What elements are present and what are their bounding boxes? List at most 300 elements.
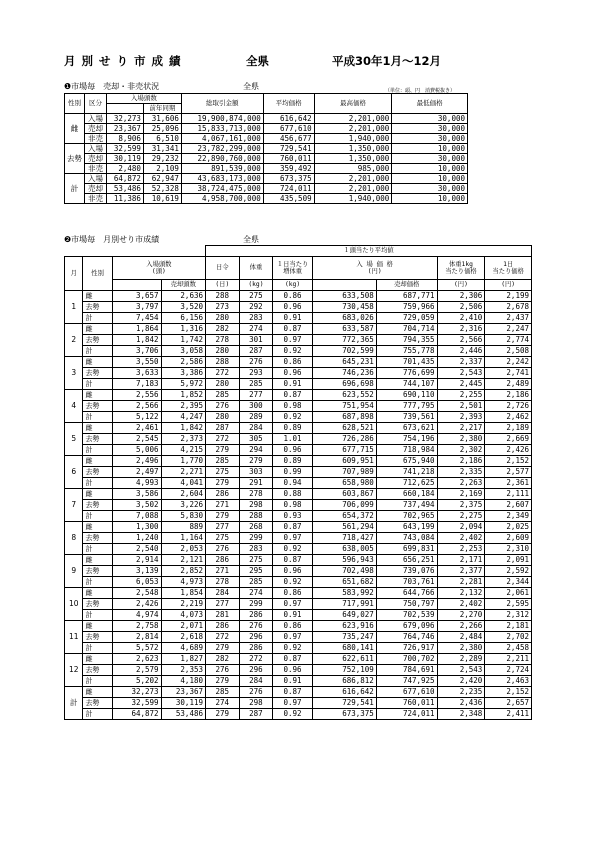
sold-cell: 2,395 xyxy=(161,401,205,412)
age-cell: 279 xyxy=(206,511,240,522)
price-cell: 654,372 xyxy=(312,511,376,522)
sold-cell: 2,618 xyxy=(161,632,205,643)
month-cell: 2 xyxy=(65,324,83,357)
price-cell: 686,812 xyxy=(312,676,376,687)
count-cell: 30,119 xyxy=(106,154,143,164)
age-cell: 286 xyxy=(206,555,240,566)
month-cell: 12 xyxy=(65,654,83,687)
weight-cell: 283 xyxy=(239,313,273,324)
day-price-cell: 2,025 xyxy=(485,522,532,533)
age-cell: 284 xyxy=(206,588,240,599)
col-count-blank-header xyxy=(106,104,143,114)
gain-cell: 0.98 xyxy=(273,500,313,511)
day-price-cell: 2,312 xyxy=(485,610,532,621)
weight-cell: 296 xyxy=(239,665,273,676)
kg-price-cell: 2,484 xyxy=(437,632,485,643)
count-cell: 64,872 xyxy=(106,174,143,184)
day-price-cell: 2,437 xyxy=(485,313,532,324)
price-cell: 633,587 xyxy=(312,324,376,335)
age-cell: 280 xyxy=(206,412,240,423)
table-row xyxy=(65,610,532,621)
count-cell: 64,872 xyxy=(112,709,161,720)
day-price-cell: 2,199 xyxy=(485,291,532,302)
sex-cell: 雌 xyxy=(83,390,112,401)
day-price-cell: 2,181 xyxy=(485,621,532,632)
max-cell: 2,201,000 xyxy=(314,124,392,134)
count-cell: 32,599 xyxy=(106,144,143,154)
sold-price-cell: 747,925 xyxy=(376,676,437,687)
min-cell: 10,000 xyxy=(392,194,468,204)
table-row xyxy=(65,412,532,423)
table-row xyxy=(65,511,532,522)
sold-price-cell: 759,966 xyxy=(376,302,437,313)
table-row xyxy=(65,632,532,643)
avg-cell: 729,541 xyxy=(263,144,314,154)
prev-cell: 31,341 xyxy=(143,144,181,154)
count-cell: 7,454 xyxy=(112,313,161,324)
gain-cell: 0.87 xyxy=(273,324,313,335)
month-cell: 11 xyxy=(65,621,83,654)
table-row xyxy=(65,665,532,676)
count-cell: 7,088 xyxy=(112,511,161,522)
count-cell: 1,842 xyxy=(112,335,161,346)
count-cell: 32,273 xyxy=(112,687,161,698)
sex-cell: 去勢 xyxy=(83,599,112,610)
sold-cell: 1,827 xyxy=(161,654,205,665)
kg-price-cell: 2,316 xyxy=(437,324,485,335)
table-row xyxy=(65,544,532,555)
kg-price-cell: 2,375 xyxy=(437,500,485,511)
table-row xyxy=(65,423,532,434)
count-cell: 23,367 xyxy=(106,124,143,134)
day-price-cell: 2,724 xyxy=(485,665,532,676)
kg-price-cell: 2,302 xyxy=(437,445,485,456)
sold-price-cell: 690,110 xyxy=(376,390,437,401)
sold-price-cell: 704,714 xyxy=(376,324,437,335)
count-cell: 1,240 xyxy=(112,533,161,544)
sold-price-cell: 660,184 xyxy=(376,489,437,500)
gain-cell: 0.87 xyxy=(273,687,313,698)
price-cell: 717,991 xyxy=(312,599,376,610)
count-cell: 32,599 xyxy=(112,698,161,709)
weight-cell: 287 xyxy=(239,709,273,720)
day-price-cell: 2,186 xyxy=(485,390,532,401)
gain-cell: 0.96 xyxy=(273,302,313,313)
weight-cell: 274 xyxy=(239,588,273,599)
age-cell: 276 xyxy=(206,544,240,555)
kg-price-unit: (円) xyxy=(437,280,485,291)
sex-cell: 計 xyxy=(83,511,112,522)
price-cell: 623,916 xyxy=(312,621,376,632)
total-cell: 4,067,161,000 xyxy=(181,134,263,144)
kg-price-cell: 2,235 xyxy=(437,687,485,698)
table-row xyxy=(65,599,532,610)
kg-price-cell: 2,436 xyxy=(437,698,485,709)
sold-cell: 4,073 xyxy=(161,610,205,621)
price-cell: 616,642 xyxy=(312,687,376,698)
sold-price-cell: 737,494 xyxy=(376,500,437,511)
prev-cell: 52,328 xyxy=(143,184,181,194)
sex-cell: 雌 xyxy=(83,588,112,599)
day-price-cell: 2,726 xyxy=(485,401,532,412)
sold-cell: 2,373 xyxy=(161,434,205,445)
sold-cell: 23,367 xyxy=(161,687,205,698)
count-cell: 3,706 xyxy=(112,346,161,357)
count-cell: 4,974 xyxy=(112,610,161,621)
col-total-header: 総取引金額 xyxy=(181,94,263,114)
max-cell: 1,350,000 xyxy=(314,154,392,164)
count-cell: 2,480 xyxy=(106,164,143,174)
section2-label: ❷市場毎 月別せり市成績 xyxy=(64,235,160,244)
avg-cell: 724,011 xyxy=(263,184,314,194)
table-row xyxy=(65,291,532,302)
month-cell: 3 xyxy=(65,357,83,390)
kg-price-cell: 2,169 xyxy=(437,489,485,500)
sold-cell: 2,604 xyxy=(161,489,205,500)
kg-price-cell: 2,255 xyxy=(437,390,485,401)
weight-cell: 298 xyxy=(239,698,273,709)
sold-cell: 889 xyxy=(161,522,205,533)
min-cell: 30,000 xyxy=(392,154,468,164)
total-cell: 22,890,760,000 xyxy=(181,154,263,164)
age-cell: 278 xyxy=(206,335,240,346)
month-cell: 1 xyxy=(65,291,83,324)
day-price-cell: 2,609 xyxy=(485,533,532,544)
count-cell: 3,797 xyxy=(112,302,161,313)
weight-cell: 305 xyxy=(239,434,273,445)
month-cell: 計 xyxy=(65,687,83,720)
weight-cell: 288 xyxy=(239,511,273,522)
sold-cell: 2,353 xyxy=(161,665,205,676)
price-cell: 645,231 xyxy=(312,357,376,368)
table-row xyxy=(65,643,532,654)
gain-cell: 0.86 xyxy=(273,621,313,632)
sold-cell: 2,636 xyxy=(161,291,205,302)
kg-price-cell: 2,543 xyxy=(437,665,485,676)
kg-price-cell: 2,263 xyxy=(437,478,485,489)
table-row xyxy=(65,676,532,687)
count-cell: 3,586 xyxy=(112,489,161,500)
sold-price-cell: 776,699 xyxy=(376,368,437,379)
kg-price-cell: 2,186 xyxy=(437,456,485,467)
age-cell: 276 xyxy=(206,401,240,412)
table-row xyxy=(65,390,532,401)
age-cell: 285 xyxy=(206,687,240,698)
weight-cell: 286 xyxy=(239,610,273,621)
sold-cell: 4,973 xyxy=(161,577,205,588)
price-cell: 633,508 xyxy=(312,291,376,302)
sold-price-cell: 744,107 xyxy=(376,379,437,390)
table-row xyxy=(65,144,468,154)
sex-cell: 雌 xyxy=(83,687,112,698)
total-cell: 891,539,000 xyxy=(181,164,263,174)
sex-cell: 去勢 xyxy=(83,632,112,643)
day-price-cell: 2,508 xyxy=(485,346,532,357)
table-row xyxy=(65,654,532,665)
month-header: 月 xyxy=(65,257,83,291)
gain-cell: 0.97 xyxy=(273,599,313,610)
page-title xyxy=(64,53,534,69)
gain-cell: 0.97 xyxy=(273,335,313,346)
sold-price-cell: 764,746 xyxy=(376,632,437,643)
kg-price-cell: 2,402 xyxy=(437,533,485,544)
day-price-cell: 2,678 xyxy=(485,302,532,313)
sold-cell: 2,121 xyxy=(161,555,205,566)
age-cell: 282 xyxy=(206,324,240,335)
day-price-unit: (円) xyxy=(485,280,532,291)
sold-price-cell: 677,610 xyxy=(376,687,437,698)
weight-cell: 292 xyxy=(239,302,273,313)
count-cell: 2,540 xyxy=(112,544,161,555)
age-cell: 280 xyxy=(206,379,240,390)
sex-cell: 雌 xyxy=(83,555,112,566)
sold-cell: 4,215 xyxy=(161,445,205,456)
age-cell: 279 xyxy=(206,676,240,687)
weight-cell: 301 xyxy=(239,335,273,346)
sex-cell: 去勢 xyxy=(83,467,112,478)
price-cell: 729,541 xyxy=(312,698,376,709)
price-cell: 772,365 xyxy=(312,335,376,346)
sold-price-cell: 699,831 xyxy=(376,544,437,555)
day-price-cell: 2,489 xyxy=(485,379,532,390)
title-area: 全県 xyxy=(246,54,269,68)
gain-cell: 0.87 xyxy=(273,522,313,533)
day-price-cell: 2,595 xyxy=(485,599,532,610)
gain-cell: 0.91 xyxy=(273,313,313,324)
sex-cell: 雌 xyxy=(83,654,112,665)
sold-cell: 2,071 xyxy=(161,621,205,632)
price-cell: 609,951 xyxy=(312,456,376,467)
table-row xyxy=(65,434,532,445)
table-row xyxy=(65,184,468,194)
col-sex-header: 性別 xyxy=(65,94,85,114)
table-row xyxy=(65,489,532,500)
table-row xyxy=(65,698,532,709)
day-price-cell: 2,061 xyxy=(485,588,532,599)
age-cell: 275 xyxy=(206,467,240,478)
table-row xyxy=(65,577,532,588)
sold-cell: 2,271 xyxy=(161,467,205,478)
sold-price-cell: 743,084 xyxy=(376,533,437,544)
sex-cell: 雌 xyxy=(83,291,112,302)
weight-cell: 279 xyxy=(239,456,273,467)
count-header: 入場頭数 (頭) xyxy=(112,257,205,280)
avg-cell: 359,492 xyxy=(263,164,314,174)
day-price-cell: 2,426 xyxy=(485,445,532,456)
avg-per-head-header: １頭当たり平均値 xyxy=(206,246,532,257)
sold-price-cell: 750,797 xyxy=(376,599,437,610)
count-cell: 2,579 xyxy=(112,665,161,676)
sold-cell: 6,156 xyxy=(161,313,205,324)
sex-cell: 計 xyxy=(83,709,112,720)
table-row xyxy=(65,566,532,577)
sold-cell: 5,972 xyxy=(161,379,205,390)
kubun-cell: 売却 xyxy=(85,154,107,164)
weight-cell: 287 xyxy=(239,346,273,357)
sex-cell: 去勢 xyxy=(83,566,112,577)
day-price-cell: 2,091 xyxy=(485,555,532,566)
sex-cell: 計 xyxy=(83,445,112,456)
day-price-cell: 2,458 xyxy=(485,643,532,654)
kg-price-cell: 2,281 xyxy=(437,577,485,588)
month-cell: 7 xyxy=(65,489,83,522)
kg-price-cell: 2,171 xyxy=(437,555,485,566)
kubun-cell: 入場 xyxy=(85,114,107,124)
sold-cell: 1,316 xyxy=(161,324,205,335)
min-cell: 10,000 xyxy=(392,164,468,174)
gain-cell: 0.86 xyxy=(273,588,313,599)
gain-cell: 0.86 xyxy=(273,291,313,302)
table-row xyxy=(65,588,532,599)
gain-cell: 0.93 xyxy=(273,511,313,522)
month-cell: 9 xyxy=(65,555,83,588)
age-cell: 285 xyxy=(206,390,240,401)
market-summary-table xyxy=(64,93,468,204)
section1-label: ❶市場毎 売却・非売状況 xyxy=(64,82,160,91)
weight-cell: 276 xyxy=(239,687,273,698)
age-cell: 272 xyxy=(206,368,240,379)
kg-price-cell: 2,446 xyxy=(437,346,485,357)
gain-cell: 0.91 xyxy=(273,676,313,687)
age-cell: 288 xyxy=(206,291,240,302)
table-row xyxy=(65,124,468,134)
prev-cell: 31,606 xyxy=(143,114,181,124)
table-row xyxy=(65,134,468,144)
sold-price-cell: 739,076 xyxy=(376,566,437,577)
sex-cell: 去勢 xyxy=(83,335,112,346)
table-row xyxy=(65,174,468,184)
age-cell: 287 xyxy=(206,423,240,434)
count-cell: 5,572 xyxy=(112,643,161,654)
age-cell: 288 xyxy=(206,357,240,368)
gain-cell: 0.91 xyxy=(273,379,313,390)
kg-price-cell: 2,393 xyxy=(437,412,485,423)
total-cell: 19,900,874,000 xyxy=(181,114,263,124)
age-cell: 277 xyxy=(206,599,240,610)
kg-price-cell: 2,335 xyxy=(437,467,485,478)
sold-cell: 2,586 xyxy=(161,357,205,368)
day-price-cell: 2,310 xyxy=(485,544,532,555)
col-min-header: 最低価格 xyxy=(392,94,468,114)
price-cell: 726,286 xyxy=(312,434,376,445)
sold-cell: 4,689 xyxy=(161,643,205,654)
day-price-cell: 2,607 xyxy=(485,500,532,511)
sold-cell: 2,053 xyxy=(161,544,205,555)
sex-cell: 去勢 xyxy=(83,533,112,544)
sex-cell: 雌 xyxy=(83,522,112,533)
age-cell: 285 xyxy=(206,456,240,467)
sold-price-cell: 784,691 xyxy=(376,665,437,676)
sex-cell: 雌 xyxy=(83,456,112,467)
weight-cell: 285 xyxy=(239,379,273,390)
gain-cell: 0.94 xyxy=(273,478,313,489)
age-cell: 277 xyxy=(206,522,240,533)
age-cell: 278 xyxy=(206,577,240,588)
sold-cell: 3,226 xyxy=(161,500,205,511)
price-cell: 702,599 xyxy=(312,346,376,357)
weight-cell: 276 xyxy=(239,357,273,368)
gain-cell: 0.99 xyxy=(273,467,313,478)
sold-price-cell: 718,984 xyxy=(376,445,437,456)
sold-header: 売却頭数 xyxy=(161,280,205,291)
sold-price-cell: 754,196 xyxy=(376,434,437,445)
price-cell: 746,236 xyxy=(312,368,376,379)
price-cell: 696,698 xyxy=(312,379,376,390)
kg-price-cell: 2,501 xyxy=(437,401,485,412)
weight-cell: 295 xyxy=(239,566,273,577)
price-cell: 735,247 xyxy=(312,632,376,643)
table-row xyxy=(65,379,532,390)
weight-cell: 272 xyxy=(239,654,273,665)
day-price-cell: 2,189 xyxy=(485,423,532,434)
sold-price-cell: 739,561 xyxy=(376,412,437,423)
age-cell: 286 xyxy=(206,489,240,500)
sex-header: 性別 xyxy=(83,257,112,291)
header-row xyxy=(65,280,532,291)
price-cell: 603,867 xyxy=(312,489,376,500)
age-cell: 271 xyxy=(206,500,240,511)
sex-cell: 計 xyxy=(83,676,112,687)
sold-cell: 1,164 xyxy=(161,533,205,544)
day-price-cell: 2,657 xyxy=(485,698,532,709)
total-cell: 38,724,475,000 xyxy=(181,184,263,194)
sold-price-cell: 712,625 xyxy=(376,478,437,489)
gain-cell: 0.86 xyxy=(273,357,313,368)
day-price-cell: 2,774 xyxy=(485,335,532,346)
kubun-cell: 非売 xyxy=(85,134,107,144)
weight-cell: 275 xyxy=(239,291,273,302)
weight-cell: 283 xyxy=(239,544,273,555)
max-cell: 1,350,000 xyxy=(314,144,392,154)
sold-price-cell: 794,355 xyxy=(376,335,437,346)
sold-cell: 3,520 xyxy=(161,302,205,313)
weight-cell: 289 xyxy=(239,412,273,423)
gain-cell: 0.91 xyxy=(273,610,313,621)
age-cell: 272 xyxy=(206,632,240,643)
kg-price-cell: 2,566 xyxy=(437,335,485,346)
price-cell: 561,294 xyxy=(312,522,376,533)
sold-price-cell: 673,621 xyxy=(376,423,437,434)
section1-area: 全県 xyxy=(243,82,259,91)
gain-cell: 0.92 xyxy=(273,412,313,423)
gain-cell: 0.89 xyxy=(273,423,313,434)
total-cell: 4,958,700,000 xyxy=(181,194,263,204)
max-cell: 1,940,000 xyxy=(314,134,392,144)
age-unit: (日) xyxy=(206,280,240,291)
count-cell: 53,486 xyxy=(106,184,143,194)
weight-cell: 274 xyxy=(239,324,273,335)
count-cell: 2,566 xyxy=(112,401,161,412)
kg-price-cell: 2,348 xyxy=(437,709,485,720)
age-cell: 273 xyxy=(206,302,240,313)
gain-cell: 0.92 xyxy=(273,577,313,588)
count-cell: 2,548 xyxy=(112,588,161,599)
sold-cell: 4,247 xyxy=(161,412,205,423)
prev-cell: 2,109 xyxy=(143,164,181,174)
count-cell: 2,623 xyxy=(112,654,161,665)
sex-cell: 計 xyxy=(83,610,112,621)
age-cell: 276 xyxy=(206,665,240,676)
sold-cell: 53,486 xyxy=(161,709,205,720)
table-row xyxy=(65,522,532,533)
weight-cell: 298 xyxy=(239,500,273,511)
count-cell: 3,657 xyxy=(112,291,161,302)
count-cell: 2,426 xyxy=(112,599,161,610)
kg-price-cell: 2,266 xyxy=(437,621,485,632)
age-cell: 279 xyxy=(206,478,240,489)
weight-cell: 300 xyxy=(239,401,273,412)
count-cell: 11,386 xyxy=(106,194,143,204)
